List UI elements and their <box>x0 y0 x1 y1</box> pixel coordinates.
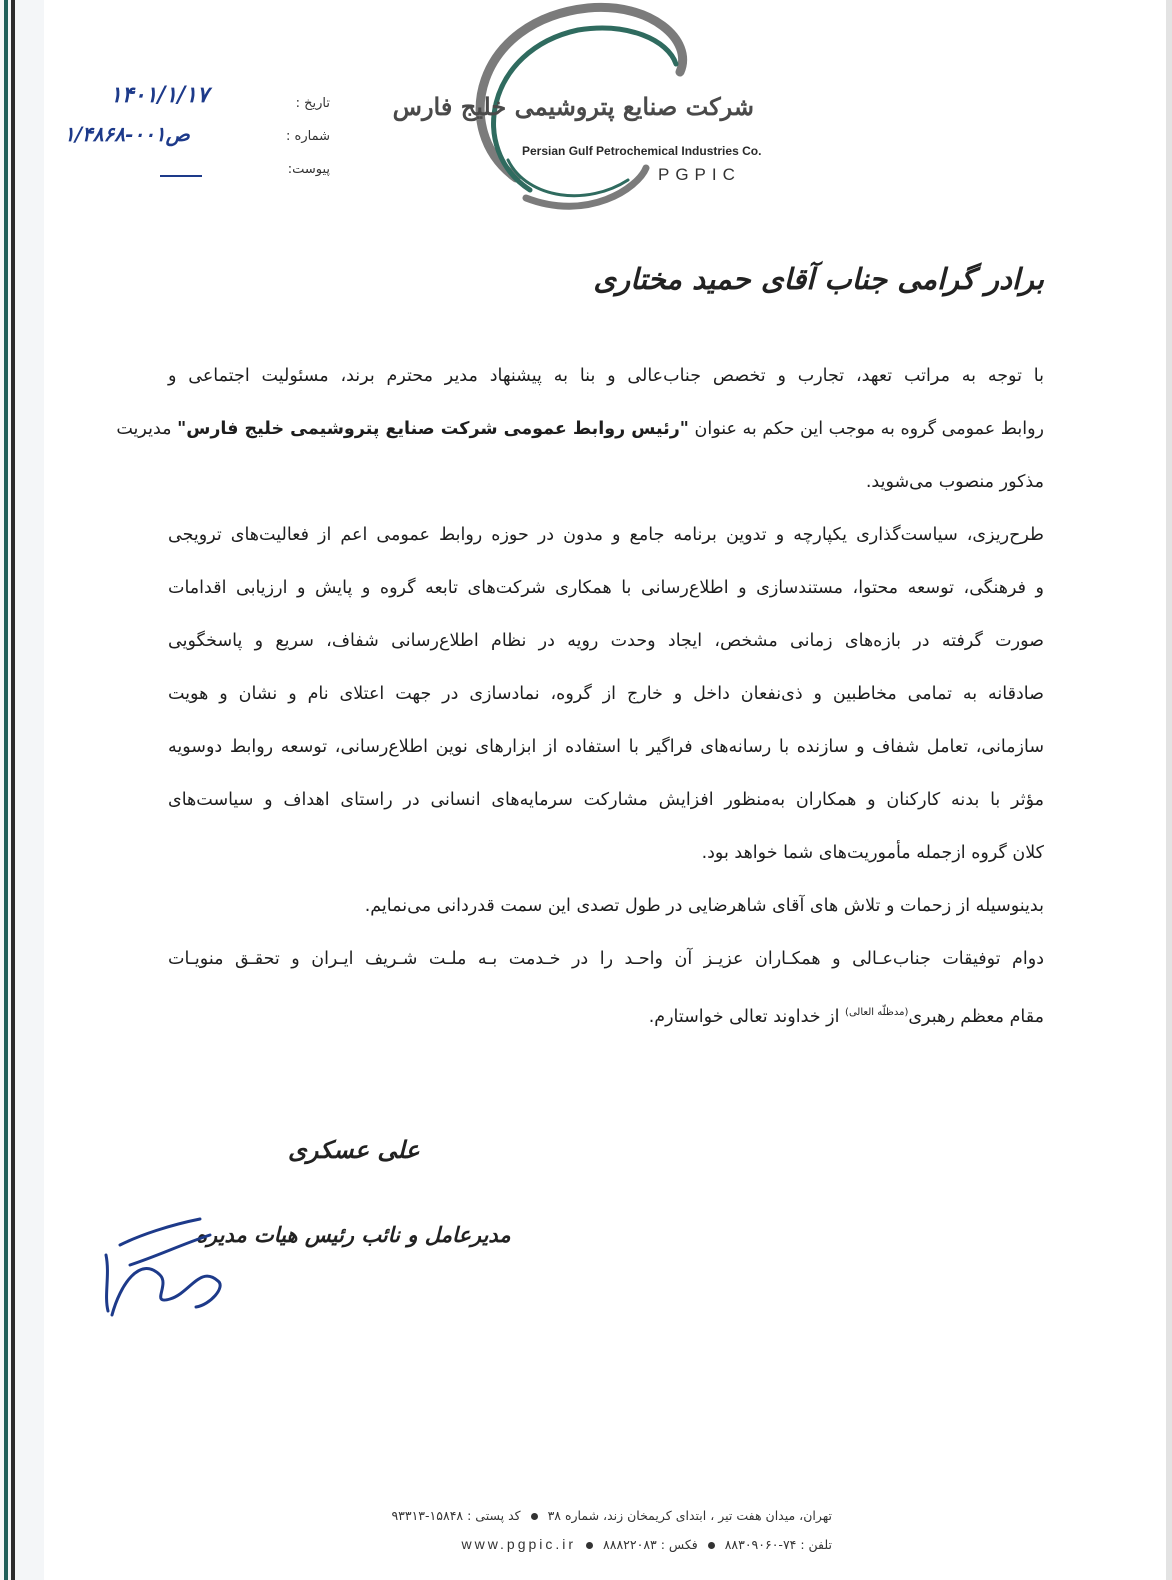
body-line: سازمانی، تعامل شفاف و سازنده با رسانه‌های فراگیر با استفاده از ابزارهای نوین اطلاع‌رسانی، توسعه روابط دوسویه <box>168 737 1044 757</box>
footer-website: www.pgpic.ir <box>461 1536 577 1552</box>
handwritten-date: ۱۴۰۱/۱/۱۷ <box>110 82 209 108</box>
body-text-segment: از خداوند تعالی خواستارم. <box>648 1006 846 1027</box>
signer-name: علی عسکری <box>288 1135 420 1164</box>
body-line <box>116 403 1044 456</box>
body-text-segment: روابط عمومی گروه به موجب این حکم به عنوان <box>688 419 1044 439</box>
honorific-superscript: (مدظلّه العالی) <box>845 1007 909 1018</box>
body-line: طرح‌ریزی، سیاست‌گذاری یکپارچه و تدوین برنامه جامع و مدون در حوزه روابط عمومی اعم از فعالیت‌های ترویجی <box>168 525 1044 545</box>
right-page-edge <box>1166 0 1172 1580</box>
logo-abbreviation: PGPIC <box>658 165 741 184</box>
footer-address: تهران، میدان هفت تیر ، ابتدای کریمخان زند، شماره ۳۸ <box>547 1508 832 1523</box>
body-line: مذکور منصوب می‌شوید. <box>865 472 1044 492</box>
bullet-icon <box>586 1542 593 1549</box>
footer-fax: فکس : ۸۸۸۲۲۰۸۳ <box>603 1537 698 1552</box>
footer-phone: تلفن : ۷۴-۸۸۳۰۹۰۶۰ <box>724 1537 832 1552</box>
bullet-icon <box>531 1513 538 1520</box>
body-text-segment: مقام معظم رهبری <box>908 1006 1044 1027</box>
handwritten-letter-number: ص۰۰۱-۱/۴۸۶۸ <box>64 122 190 146</box>
number-label: شماره : <box>286 129 330 144</box>
footer-address-row <box>300 1502 832 1530</box>
appointment-title: "رئیس روابط عمومی شرکت صنایع پتروشیمی خلیج فارس" <box>177 419 689 439</box>
letter-meta-labels <box>250 96 330 195</box>
body-text-segment: مدیریت <box>116 419 178 439</box>
company-logo <box>392 0 768 212</box>
footer-contact-row <box>300 1530 832 1558</box>
body-line: مؤثر با بدنه کارکنان و همکاران به‌منظور افزایش مشارکت سرمایه‌های انسانی در راستای اهداف و سیاست‌های <box>168 790 1044 810</box>
letter-body <box>116 350 1044 1039</box>
body-line: دوام توفیقات جناب‌عـالی و همکـاران عزیـز آن واحـد را در خـدمت بـه ملـت شـریف ایـران و تحقـق منویـات <box>168 949 1044 969</box>
body-line <box>168 986 1044 1039</box>
date-label: تاریخ : <box>295 96 330 111</box>
left-border-stripe <box>0 0 44 1580</box>
logo-company-name-fa: شرکت صنایع پتروشیمی خلیج فارس <box>392 92 754 121</box>
body-line: کلان گروه ازجمله مأموریت‌های شما خواهد بود. <box>701 843 1044 863</box>
attachment-dash <box>160 175 202 177</box>
logo-company-name-en: Persian Gulf Petrochemical Industries Co. <box>522 144 762 158</box>
body-line: بدینوسیله از زحمات و تلاش های آقای شاهرضایی در طول تصدی این سمت قدردانی می‌نمایم. <box>364 896 1044 916</box>
body-line: صورت گرفته در بازه‌های زمانی مشخص، ایجاد وحدت رویه در نظام اطلاع‌رسانی شفاف، سریع و پاسخگویی <box>168 631 1044 651</box>
body-line: صادقانه به تمامی مخاطبین و ذی‌نفعان داخل و خارج از گروه، نمادسازی در جهت اعتلای نام و نشان و هویت <box>168 684 1044 704</box>
attachment-label: پیوست: <box>287 162 330 177</box>
signer-title: مدیرعامل و نائب رئیس هیات مدیره <box>196 1222 511 1247</box>
letter-footer <box>300 1502 832 1558</box>
salutation: برادر گرامی جناب آقای حمید مختاری <box>593 262 1044 296</box>
body-line: و فرهنگی، توسعه محتوا، مستندسازی و اطلاع‌رسانی با همکاری شرکت‌های تابعه گروه و پایش و ارزیابی اقدامات <box>168 578 1044 598</box>
body-line: با توجه به مراتب تعهد، تجارب و تخصص جناب‌عالی و بنا به پیشنهاد مدیر محترم برند، مسئولیت اجتماعی و <box>168 366 1044 386</box>
footer-postal-code: کد پستی : ۱۵۸۴۸-۹۳۳۱۳ <box>391 1508 521 1523</box>
bullet-icon <box>708 1542 715 1549</box>
signature-icon <box>100 1215 230 1325</box>
